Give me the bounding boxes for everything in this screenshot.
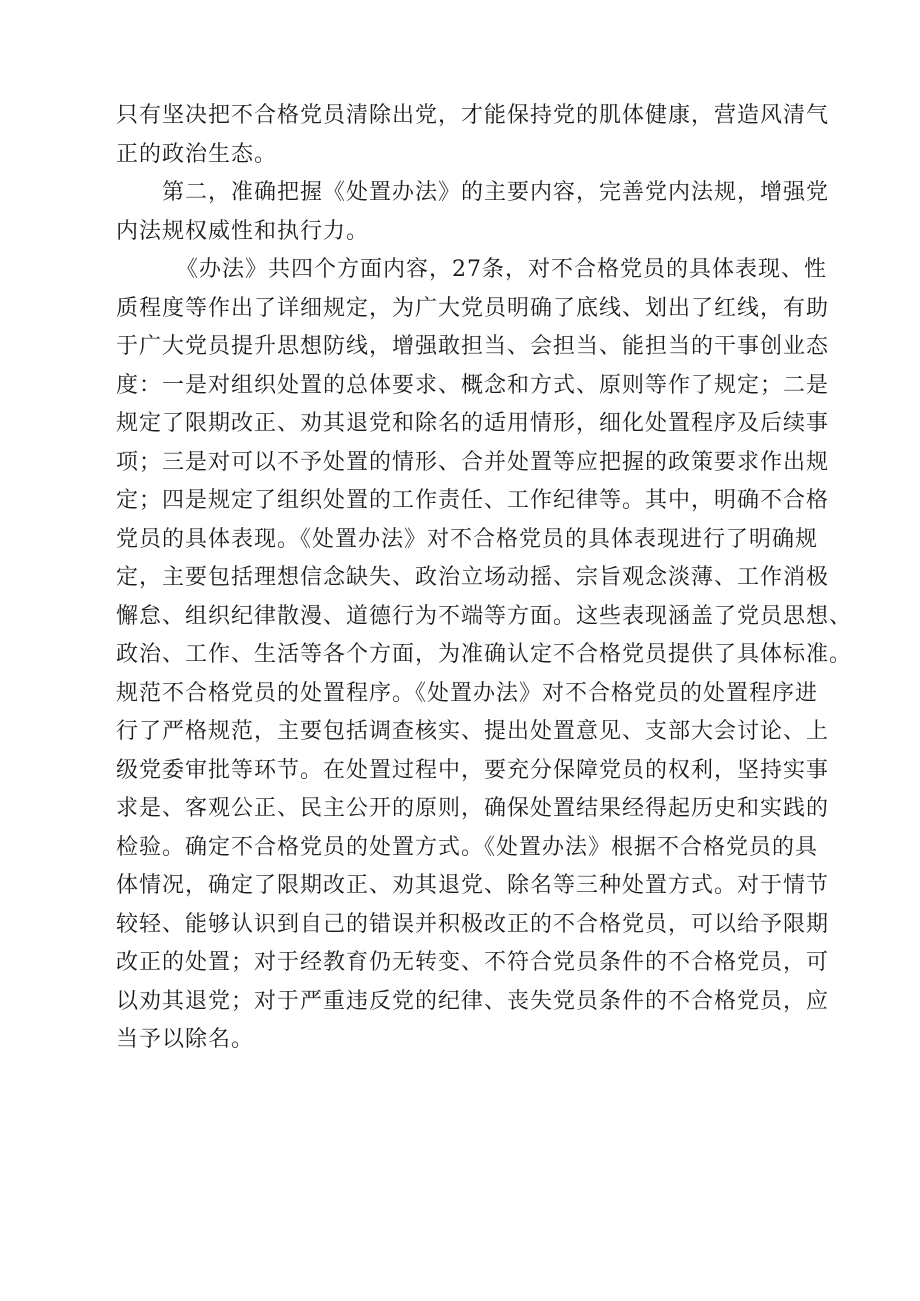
text-line: 体情况，确定了限期改正、劝其退党、除名等三种处置方式。对于情节	[116, 873, 830, 898]
paragraph-1	[116, 97, 836, 174]
text-line: 定；四是规定了组织处置的工作责任、工作纪律等。其中，明确不合格	[116, 488, 830, 513]
text-line: 党员的具体表现。《处置办法》对不合格党员的具体表现进行了明确规	[116, 526, 819, 552]
text-line: 较轻、能够认识到自己的错误并积极改正的不合格党员，可以给予限期	[116, 911, 830, 937]
text-line: 质程度等作出了详细规定，为广大党员明确了底线、划出了红线，有助	[116, 295, 830, 321]
paragraph-2	[116, 174, 836, 251]
text-line: 行了严格规范，主要包括调查核实、提出处置意见、支部大会讨论、上	[116, 719, 830, 744]
text-line: 项；三是对可以不予处置的情形、合并处置等应把握的政策要求作出规	[116, 449, 830, 475]
text-line: 级党委审批等环节。在处置过程中，要充分保障党员的权利，坚持实事	[116, 757, 830, 783]
text-line: 规范不合格党员的处置程序。《处置办法》对不合格党员的处置程序进	[116, 680, 819, 706]
text-line: 正的政治生态。	[116, 141, 278, 167]
text-line: 《办法》共四个方面内容，27条，对不合格党员的具体表现、性	[176, 257, 827, 282]
text-line: 内法规权威性和执行力。	[116, 218, 370, 244]
text-line: 当予以除名。	[116, 1027, 255, 1052]
text-line: 改正的处置；对于经教育仍无转变、不符合党员条件的不合格党员，可	[116, 950, 830, 975]
text-line: 政治、工作、生活等各个方面，为准确认定不合格党员提供了具体标准。	[116, 642, 853, 667]
text-line: 只有坚决把不合格党员清除出党，才能保持党的肌体健康，营造风清气	[116, 103, 830, 128]
text-line: 检验。确定不合格党员的处置方式。《处置办法》根据不合格党员的具	[116, 834, 819, 860]
text-line: 规定了限期改正、劝其退党和除名的适用情形，细化处置程序及后续事	[116, 411, 830, 436]
text-line: 第二，准确把握《处置办法》的主要内容，完善党内法规，增强党	[162, 180, 830, 205]
text-line: 懈怠、组织纪律散漫、道德行为不端等方面。这些表现涵盖了党员思想、	[116, 603, 853, 629]
text-line: 定，主要包括理想信念缺失、政治立场动摇、宗旨观念淡薄、工作消极	[116, 565, 830, 590]
text-line: 求是、客观公正、民主公开的原则，确保处置结果经得起历史和实践的	[116, 796, 830, 821]
text-line: 度：一是对组织处置的总体要求、概念和方式、原则等作了规定；二是	[116, 372, 830, 398]
text-line: 于广大党员提升思想防线，增强敢担当、会担当、能担当的干事创业态	[116, 334, 830, 359]
document-body	[116, 97, 853, 1060]
text-line: 以劝其退党；对于严重违反党的纪律、丧失党员条件的不合格党员，应	[116, 988, 830, 1014]
paragraph-3	[116, 251, 853, 1060]
